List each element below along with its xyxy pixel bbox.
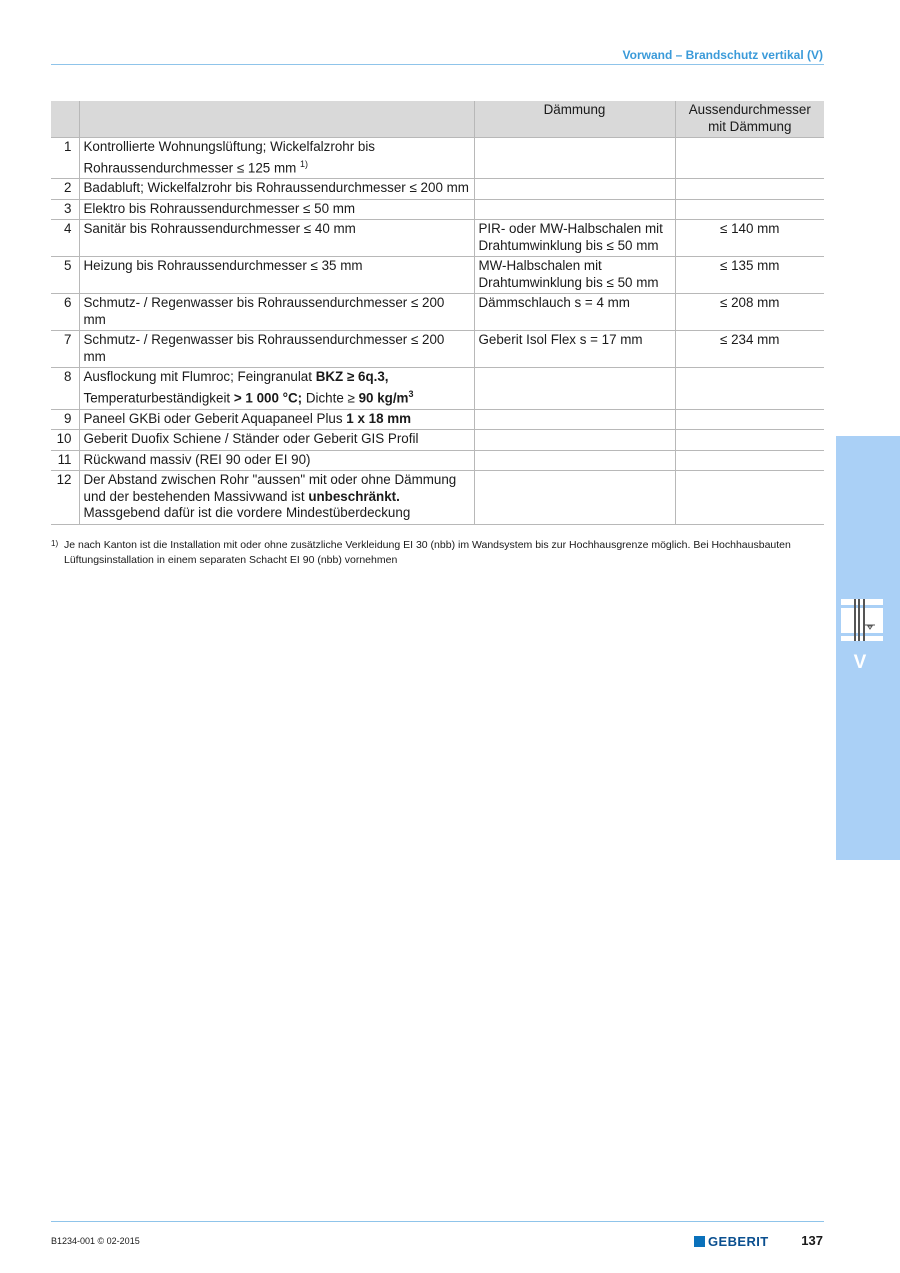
row-outer-diameter (675, 471, 824, 525)
desc-part: Der Abstand zwischen Rohr "aussen" mit oder ohne Dämmung und der bestehenden Massivwand ist (83, 472, 457, 504)
desc-part: Temperaturbeständigkeit (83, 390, 234, 406)
row-description (79, 409, 474, 430)
row-number: 2 (51, 179, 79, 200)
table-header-row (51, 101, 824, 138)
column-header-insulation: Dämmung (474, 101, 675, 138)
logo-square-icon (694, 1236, 705, 1247)
table-row (51, 257, 824, 294)
table-row (51, 331, 824, 368)
row-number: 3 (51, 199, 79, 220)
row-insulation (474, 199, 675, 220)
page-header-title: Vorwand – Brandschutz vertikal (V) (622, 48, 823, 62)
desc-bold-part: 1 x 18 mm (346, 410, 412, 426)
desc-superscript: 3 (408, 388, 414, 399)
row-insulation (474, 368, 675, 409)
geberit-logo (694, 1233, 769, 1249)
row-description (79, 138, 474, 179)
table-row (51, 294, 824, 331)
row-insulation: MW-Halbschalen mit Drahtumwinklung bis ≤ 50 mm (474, 257, 675, 294)
document-reference: B1234-001 © 02-2015 (51, 1236, 140, 1246)
row-description (79, 471, 474, 525)
table-row (51, 199, 824, 220)
column-header-number (51, 101, 79, 138)
row-outer-diameter (675, 179, 824, 200)
row-insulation (474, 179, 675, 200)
row-insulation (474, 430, 675, 451)
row-number: 12 (51, 471, 79, 525)
footnote (51, 538, 824, 568)
table-row (51, 220, 824, 257)
table-row (51, 409, 824, 430)
row-description-text: Kontrollierte Wohnungslüftung; Wickelfalzrohr bis Rohraussendurchmesser ≤ 125 mm (83, 139, 376, 175)
row-description: Heizung bis Rohraussendurchmesser ≤ 35 mm (79, 257, 474, 294)
row-number: 9 (51, 409, 79, 430)
row-description: Schmutz- / Regenwasser bis Rohraussendurchmesser ≤ 200 mm (79, 331, 474, 368)
footnote-text: Je nach Kanton ist die Installation mit oder ohne zusätzliche Verkleidung EI 30 (nbb) im Wandsystem bis zur Hochhausgrenze möglich. Bei Hochhausbauten Lüftungsinstallation in einem separaten Schacht EI 90 (nbb) vornehmen (64, 539, 791, 566)
table-row (51, 179, 824, 200)
row-insulation (474, 409, 675, 430)
row-number: 8 (51, 368, 79, 409)
wall-section-icon (841, 599, 883, 641)
footer-divider (51, 1221, 824, 1222)
desc-bold-part: 90 kg/m (358, 390, 409, 406)
row-description: Geberit Duofix Schiene / Ständer oder Geberit GIS Profil (79, 430, 474, 451)
row-outer-diameter (675, 409, 824, 430)
logo-text: GEBERIT (708, 1233, 769, 1249)
table-row (51, 430, 824, 451)
row-description: Elektro bis Rohraussendurchmesser ≤ 50 mm (79, 199, 474, 220)
row-description: Sanitär bis Rohraussendurchmesser ≤ 40 mm (79, 220, 474, 257)
row-outer-diameter (675, 430, 824, 451)
row-description (79, 368, 474, 409)
desc-bold-part: unbeschränkt. (308, 488, 400, 504)
header-divider (51, 64, 824, 65)
column-header-description (79, 101, 474, 138)
row-number: 11 (51, 450, 79, 471)
footnote-marker: 1) (51, 539, 59, 548)
row-number: 10 (51, 430, 79, 451)
chapter-side-tab (836, 436, 900, 860)
row-number: 7 (51, 331, 79, 368)
table-row (51, 450, 824, 471)
row-outer-diameter (675, 368, 824, 409)
row-number: 5 (51, 257, 79, 294)
row-insulation (474, 471, 675, 525)
page-number: 137 (801, 1233, 823, 1248)
table-row (51, 368, 824, 409)
row-outer-diameter (675, 199, 824, 220)
desc-part: Massgebend dafür ist die vordere Mindestüberdeckung (83, 505, 411, 521)
row-description: Rückwand massiv (REI 90 oder EI 90) (79, 450, 474, 471)
row-outer-diameter (675, 450, 824, 471)
row-outer-diameter (675, 138, 824, 179)
row-insulation (474, 450, 675, 471)
row-outer-diameter: ≤ 234 mm (675, 331, 824, 368)
desc-bold-part: > 1 000 °C; (233, 390, 303, 406)
column-header-outer-diameter: Aussendurchmesser mit Dämmung (675, 101, 824, 138)
row-number: 6 (51, 294, 79, 331)
row-insulation: Geberit Isol Flex s = 17 mm (474, 331, 675, 368)
row-outer-diameter: ≤ 135 mm (675, 257, 824, 294)
row-outer-diameter: ≤ 208 mm (675, 294, 824, 331)
row-insulation: PIR- oder MW-Halbschalen mit Drahtumwinklung bis ≤ 50 mm (474, 220, 675, 257)
desc-part: Dichte ≥ (302, 390, 359, 406)
row-insulation: Dämmschlauch s = 4 mm (474, 294, 675, 331)
table-row (51, 138, 824, 179)
row-outer-diameter: ≤ 140 mm (675, 220, 824, 257)
legend-table (51, 101, 824, 525)
row-insulation (474, 138, 675, 179)
chapter-letter: V (853, 652, 867, 673)
table-row (51, 471, 824, 525)
footnote-reference: 1) (300, 158, 309, 169)
desc-part: Ausflockung mit Flumroc; Feingranulat (83, 369, 316, 385)
row-number: 4 (51, 220, 79, 257)
desc-bold-part: BKZ ≥ 6q.3, (315, 369, 389, 385)
row-description: Badabluft; Wickelfalzrohr bis Rohraussendurchmesser ≤ 200 mm (79, 179, 474, 200)
row-number: 1 (51, 138, 79, 179)
row-description: Schmutz- / Regenwasser bis Rohraussendurchmesser ≤ 200 mm (79, 294, 474, 331)
desc-part: Paneel GKBi oder Geberit Aquapaneel Plus (83, 410, 347, 426)
